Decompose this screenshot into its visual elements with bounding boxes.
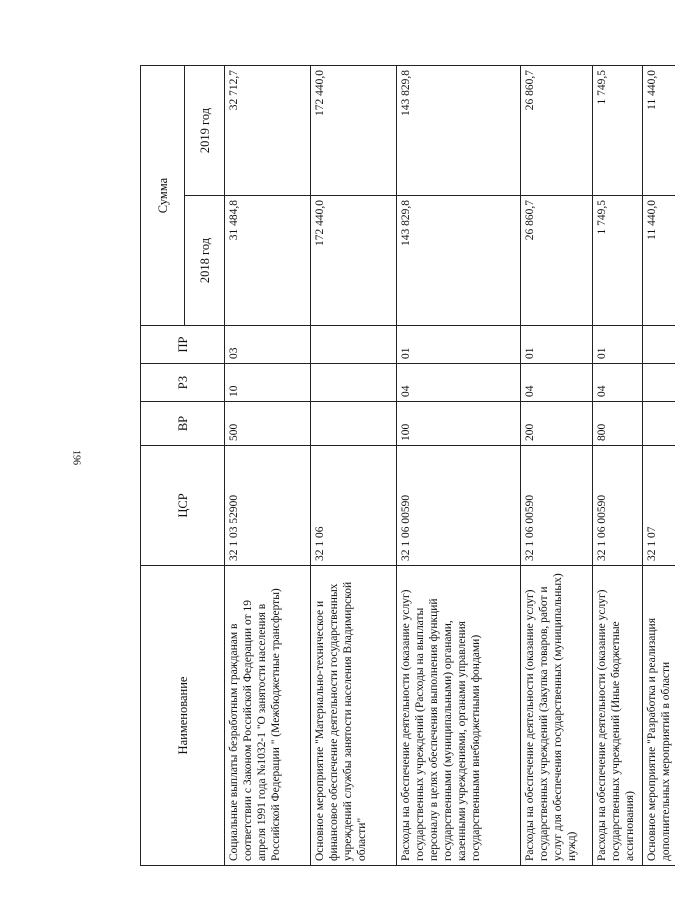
header-name: Наименование <box>141 566 225 866</box>
row-pr <box>311 326 397 364</box>
row-sum-2018: 1 749,5 <box>593 196 643 326</box>
row-vr: 100 <box>397 402 521 446</box>
row-sum-2019: 172 440,0 <box>311 66 397 196</box>
row-rz: 04 <box>521 364 593 402</box>
row-sum-2018: 172 440,0 <box>311 196 397 326</box>
budget-table-sheet <box>140 66 672 866</box>
row-pr <box>643 326 675 364</box>
row-rz <box>311 364 397 402</box>
row-name: Расходы на обеспечение деятельности (оказание услуг) государственных учреждений (Закупка товаров, работ и услуг для обеспечения государственных (муниципальных) нужд) <box>521 566 593 866</box>
row-pr: 01 <box>521 326 593 364</box>
row-csr: 32 1 06 00590 <box>521 446 593 566</box>
row-sum-2019: 143 829,8 <box>397 66 521 196</box>
row-csr: 32 1 07 <box>643 446 675 566</box>
row-rz <box>643 364 675 402</box>
row-sum-2019: 11 440,0 <box>643 66 675 196</box>
table-row <box>397 66 521 866</box>
table-row <box>643 66 675 866</box>
row-sum-2018: 26 860,7 <box>521 196 593 326</box>
header-sum: Сумма <box>141 66 185 326</box>
row-pr: 01 <box>593 326 643 364</box>
row-csr: 32 1 06 00590 <box>397 446 521 566</box>
row-sum-2019: 1 749,5 <box>593 66 643 196</box>
row-name: Основное мероприятие "Материально-техническое и финансовое обеспечение деятельности государственных учреждений службы занятости населения Владимирской области" <box>311 566 397 866</box>
row-vr <box>643 402 675 446</box>
header-pr: ПР <box>141 326 225 364</box>
row-pr: 03 <box>225 326 311 364</box>
row-name: Основное мероприятие "Разработка и реализация дополнительных мероприятий в области <box>643 566 675 866</box>
header-rz: РЗ <box>141 364 225 402</box>
header-2018: 2018 год <box>185 196 225 326</box>
header-2019: 2019 год <box>185 66 225 196</box>
header-csr: ЦСР <box>141 446 225 566</box>
row-vr: 200 <box>521 402 593 446</box>
row-name: Расходы на обеспечение деятельности (оказание услуг) государственных учреждений (Иные бюджетные ассигнования) <box>593 566 643 866</box>
header-vr: ВР <box>141 402 225 446</box>
row-vr: 500 <box>225 402 311 446</box>
row-rz: 04 <box>397 364 521 402</box>
budget-table <box>140 65 675 866</box>
row-csr: 32 1 03 52900 <box>225 446 311 566</box>
row-sum-2018: 143 829,8 <box>397 196 521 326</box>
row-vr: 800 <box>593 402 643 446</box>
rotated-table-container <box>140 66 672 866</box>
row-name: Социальные выплаты безработным гражданам в соответствии с Законом Российской Федерации от 19 апреля 1991 года №1032-1 "О занятости населения в Российской Федерации " (Межбюджетные трансферты) <box>225 566 311 866</box>
row-rz: 10 <box>225 364 311 402</box>
row-name: Расходы на обеспечение деятельности (оказание услуг) государственных учреждений (Расходы на выплаты персоналу в целях обеспечения выполнения функций государственными (муниципальными) органами, казенными учреждениями, органами управления государственными внебюджетными фондами) <box>397 566 521 866</box>
row-csr: 32 1 06 <box>311 446 397 566</box>
table-row <box>311 66 397 866</box>
row-vr <box>311 402 397 446</box>
table-row <box>593 66 643 866</box>
row-sum-2019: 26 860,7 <box>521 66 593 196</box>
table-row <box>225 66 311 866</box>
table-row <box>521 66 593 866</box>
row-sum-2018: 31 484,8 <box>225 196 311 326</box>
header-row-top <box>141 66 185 866</box>
page-number: 196 <box>70 450 82 465</box>
row-sum-2018: 11 440,0 <box>643 196 675 326</box>
row-csr: 32 1 06 00590 <box>593 446 643 566</box>
row-pr: 01 <box>397 326 521 364</box>
row-rz: 04 <box>593 364 643 402</box>
row-sum-2019: 32 712,7 <box>225 66 311 196</box>
